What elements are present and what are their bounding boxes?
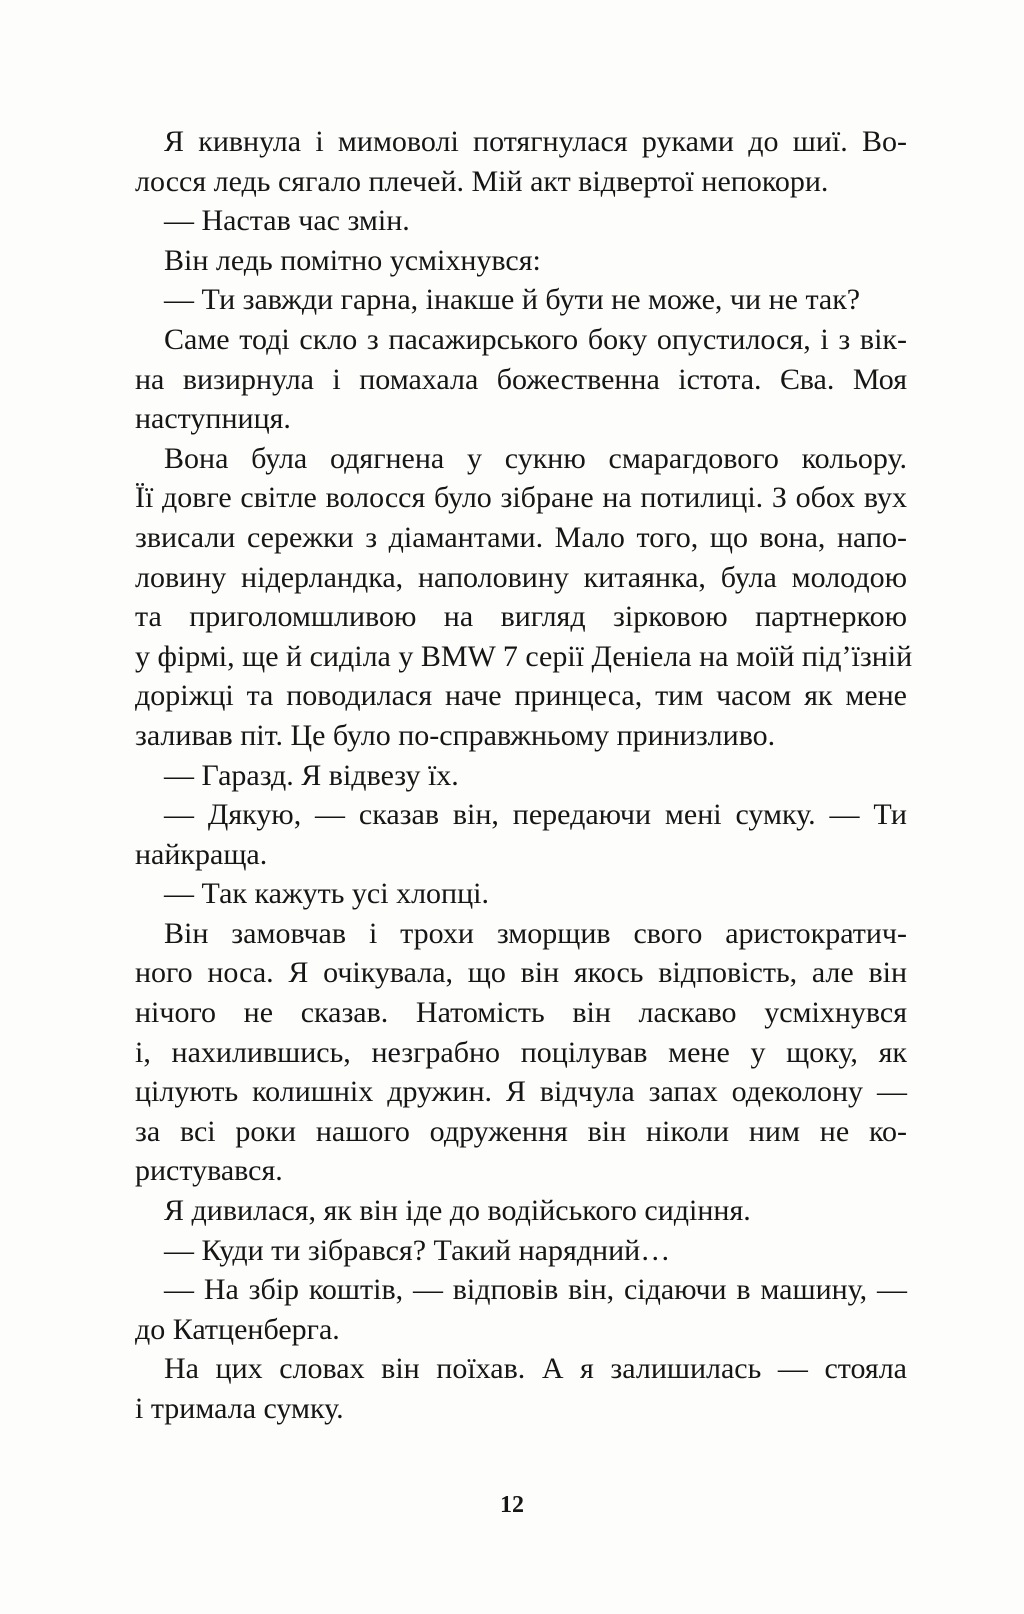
text-line: ного носа. Я очікувала, що він якось відповість, але він bbox=[135, 956, 907, 990]
text-line: нічого не сказав. Натомість він ласкаво усміхнувся bbox=[135, 996, 907, 1030]
text-line: — Ти завжди гарна, інакше й бути не може, чи не так? bbox=[164, 283, 861, 317]
text-line: — Дякую, — сказав він, передаючи мені сумку. — Ти bbox=[164, 798, 907, 832]
text-line: лосся ледь сягало плечей. Мій акт відвертої непокори. bbox=[135, 164, 829, 198]
text-line: до Катценберга. bbox=[135, 1312, 340, 1346]
text-line: у фірмі, ще й сиділа у BMW 7 серії Деніела на моїй під’їзній bbox=[135, 639, 913, 673]
text-line: — Так кажуть усі хлопці. bbox=[164, 877, 489, 911]
text-line: ловину нідерландка, наполовину китаянка, була молодою bbox=[135, 560, 907, 594]
text-line: Я кивнула і мимоволі потягнулася руками до шиї. Во- bbox=[164, 125, 907, 158]
text-line: Він замовчав і трохи зморщив свого аристократич- bbox=[164, 916, 907, 950]
text-line: за всі роки нашого одруження він ніколи ним не ко- bbox=[135, 1114, 907, 1148]
text-line: і тримала сумку. bbox=[135, 1392, 344, 1425]
text-line: заливав піт. Це було по-справжньому принизливо. bbox=[135, 718, 776, 752]
text-line: Я дивилася, як він іде до водійського сидіння. bbox=[164, 1194, 751, 1228]
text-line: — Куди ти зібрався? Такий нарядний… bbox=[164, 1233, 671, 1267]
text-line: Вона була одягнена у сукню смарагдового кольору. bbox=[164, 441, 907, 475]
text-line: Саме тоді скло з пасажирського боку опустилося, і з вік- bbox=[164, 322, 907, 356]
text-line: найкраща. bbox=[135, 837, 268, 871]
text-line: наступниця. bbox=[135, 402, 291, 436]
text-line: і, нахилившись, незграбно поцілував мене у щоку, як bbox=[135, 1035, 907, 1069]
text-line: — Гаразд. Я відвезу їх. bbox=[164, 758, 459, 792]
text-line: цілують колишніх дружин. Я відчула запах одеколону — bbox=[135, 1075, 907, 1109]
text-line: доріжці та поводилася наче принцеса, тим часом як мене bbox=[135, 679, 907, 713]
text-line: — На збір коштів, — відповів він, сідаючи в машину, — bbox=[164, 1273, 907, 1307]
text-line: — Настав час змін. bbox=[164, 204, 410, 238]
text-line: ристувався. bbox=[135, 1154, 283, 1188]
body-text bbox=[135, 122, 913, 1429]
text-line: Він ледь помітно усміхнувся: bbox=[164, 243, 541, 277]
text-line: Її довге світле волосся було зібране на потилиці. З обох вух bbox=[135, 481, 907, 515]
text-line: На цих словах він поїхав. А я залишилась — стояла bbox=[164, 1352, 907, 1386]
text-line: та приголомшливою на вигляд зірковою партнеркою bbox=[135, 600, 907, 634]
text-line: на визирнула і помахала божественна істота. Єва. Моя bbox=[135, 362, 907, 396]
page-number: 12 bbox=[500, 1492, 524, 1518]
text-line: звисали сережки з діамантами. Мало того, що вона, напо- bbox=[135, 520, 907, 554]
